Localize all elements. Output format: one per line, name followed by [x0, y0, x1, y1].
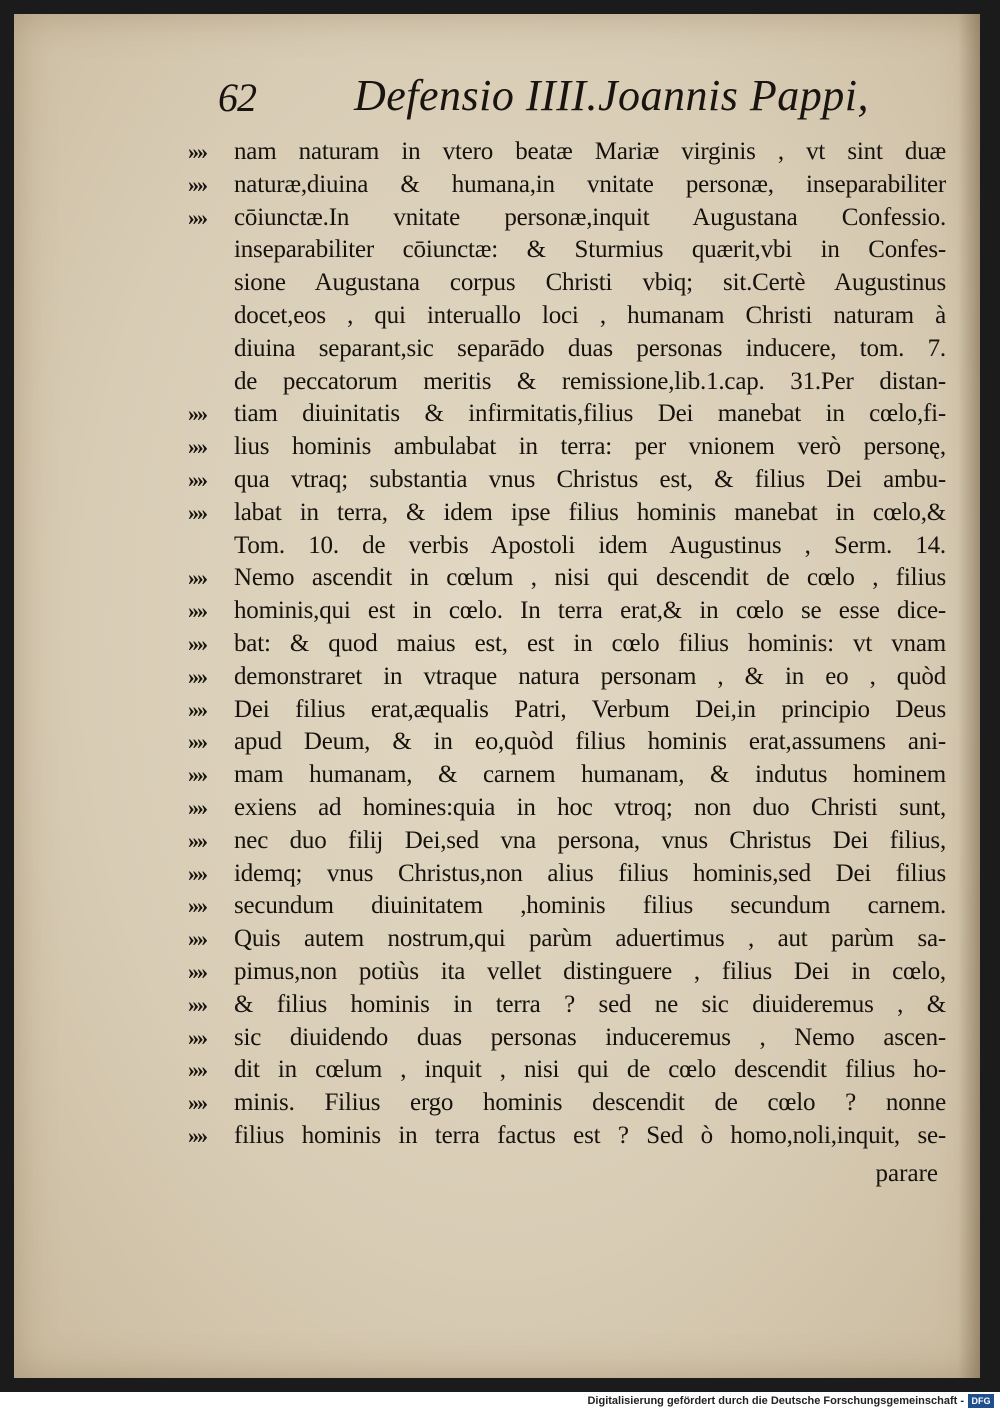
text-line [188, 366, 948, 399]
running-head: Defensio IIII.Joannis Pappi, [354, 71, 869, 120]
line-text: Quis autem nostrum,qui parùm aduertimus , aut parùm sa- [234, 925, 946, 953]
text-line [188, 792, 948, 825]
line-text: pimus,non potiùs ita vellet distinguere , filius Dei in cœlo, [234, 957, 946, 985]
page-number: 62 [218, 75, 256, 120]
line-text: minis. Filius ergo hominis descendit de cœlo ? nonne [234, 1089, 946, 1117]
line-text: bat: & quod maius est, est in cœlo filius hominis: vt vnam [234, 629, 946, 657]
quotation-marker: »» [188, 598, 206, 624]
digitization-credit: Digitalisierung gefördert durch die Deutsche Forschungsgemeinschaft - [587, 1395, 964, 1407]
quotation-marker: »» [188, 401, 206, 427]
quotation-marker: »» [188, 893, 206, 919]
text-line [188, 989, 948, 1022]
line-text: secundum diuinitatem ,hominis filius secundum carnem. [234, 892, 946, 920]
text-line [188, 497, 948, 530]
text-line [188, 1022, 948, 1055]
quotation-marker: »» [188, 1057, 206, 1083]
quotation-marker: »» [188, 663, 206, 689]
quotation-marker: »» [188, 171, 206, 197]
text-line [188, 333, 948, 366]
quotation-marker: »» [188, 139, 206, 164]
text-block [188, 136, 948, 1153]
line-text: nec duo filij Dei,sed vna persona, vnus Christus Dei filius, [234, 826, 946, 854]
page-header [218, 70, 938, 130]
quotation-marker: »» [188, 1122, 206, 1148]
quotation-marker: »» [188, 958, 206, 984]
line-text: sione Augustana corpus Christi vbiq; sit.Certè Augustinus [234, 269, 946, 297]
text-line [188, 595, 948, 628]
text-line [188, 726, 948, 759]
text-line [188, 956, 948, 989]
quotation-marker: »» [188, 434, 206, 460]
line-text: sic diuidendo duas personas induceremus , Nemo ascen- [234, 1023, 946, 1051]
line-text: docet,eos , qui interuallo loci , humanam Christi naturam à [234, 301, 946, 329]
quotation-marker: »» [188, 466, 206, 492]
line-text: lius hominis ambulabat in terra: per vnionem verò personę, [234, 433, 946, 461]
line-text: mam humanam, & carnem humanam, & indutus hominem [234, 761, 946, 789]
quotation-marker: »» [188, 565, 206, 591]
quotation-marker: »» [188, 499, 206, 525]
quotation-marker: »» [188, 204, 206, 230]
line-text: de peccatorum meritis & remissione,lib.1.cap. 31.Per distan- [234, 367, 946, 395]
text-line [188, 1087, 948, 1120]
text-line [188, 759, 948, 792]
text-line [188, 628, 948, 661]
line-text: labat in terra, & idem ipse filius hominis manebat in cœlo,& [234, 498, 946, 526]
footer-bar [0, 1392, 1000, 1412]
line-text: filius hominis in terra factus est ? Sed ò homo,noli,inquit, se- [234, 1121, 946, 1149]
line-text: Nemo ascendit in cœlum , nisi qui descendit de cœlo , filius [234, 564, 946, 592]
dfg-logo: DFG [968, 1394, 994, 1408]
text-line [188, 1120, 948, 1153]
line-text: exiens ad homines:quia in hoc vtroq; non duo Christi sunt, [234, 793, 946, 821]
text-line [188, 923, 948, 956]
text-line [188, 202, 948, 235]
line-text: idemq; vnus Christus,non alius filius hominis,sed Dei filius [234, 859, 946, 887]
text-line [188, 431, 948, 464]
line-text: apud Deum, & in eo,quòd filius hominis erat,assumens ani- [234, 728, 946, 756]
quotation-marker: »» [188, 860, 206, 886]
text-line [188, 661, 948, 694]
text-line [188, 169, 948, 202]
text-line [188, 136, 948, 169]
quotation-marker: »» [188, 926, 206, 952]
text-line [188, 464, 948, 497]
text-line [188, 562, 948, 595]
line-text: qua vtraq; substantia vnus Christus est, & filius Dei ambu- [234, 465, 946, 493]
text-line [188, 890, 948, 923]
line-text: naturæ,diuina & humana,in vnitate personæ, inseparabiliter [234, 170, 946, 198]
line-text: inseparabiliter cōiunctæ: & Sturmius quærit,vbi in Confes- [234, 236, 946, 264]
quotation-marker: »» [188, 1090, 206, 1116]
catchword: parare [875, 1160, 938, 1187]
line-text: cōiunctæ.In vnitate personæ,inquit Augustana Confessio. [234, 203, 946, 231]
line-text: diuina separant,sic separādo duas personas inducere, tom. 7. [234, 334, 946, 362]
text-line [188, 825, 948, 858]
quotation-marker: »» [188, 794, 206, 820]
line-text: nam naturam in vtero beatæ Mariæ virginis , vt sint duæ [234, 138, 946, 165]
quotation-marker: »» [188, 630, 206, 656]
quotation-marker: »» [188, 762, 206, 788]
quotation-marker: »» [188, 827, 206, 853]
text-line [188, 694, 948, 727]
quotation-marker: »» [188, 696, 206, 722]
line-text: tiam diuinitatis & infirmitatis,filius Dei manebat in cœlo,fi- [234, 400, 946, 428]
quotation-marker: »» [188, 991, 206, 1017]
text-line [188, 1054, 948, 1087]
text-line [188, 267, 948, 300]
line-text: Tom. 10. de verbis Apostoli idem Augustinus , Serm. 14. [234, 531, 946, 559]
line-text: Dei filius erat,æqualis Patri, Verbum Dei,in principio Deus [234, 695, 946, 723]
text-line [188, 234, 948, 267]
line-text: dit in cœlum , inquit , nisi qui de cœlo descendit filius ho- [234, 1056, 946, 1084]
text-line [188, 398, 948, 431]
text-line [188, 858, 948, 891]
quotation-marker: »» [188, 729, 206, 755]
line-text: demonstraret in vtraque natura personam , & in eo , quòd [234, 662, 946, 690]
line-text: hominis,qui est in cœlo. In terra erat,& in cœlo se esse dice- [234, 597, 946, 625]
quotation-marker: »» [188, 1024, 206, 1050]
page-edge-shadow [958, 14, 980, 1378]
text-line [188, 300, 948, 333]
text-line [188, 530, 948, 563]
line-text: & filius hominis in terra ? sed ne sic diuideremus , & [234, 990, 946, 1018]
